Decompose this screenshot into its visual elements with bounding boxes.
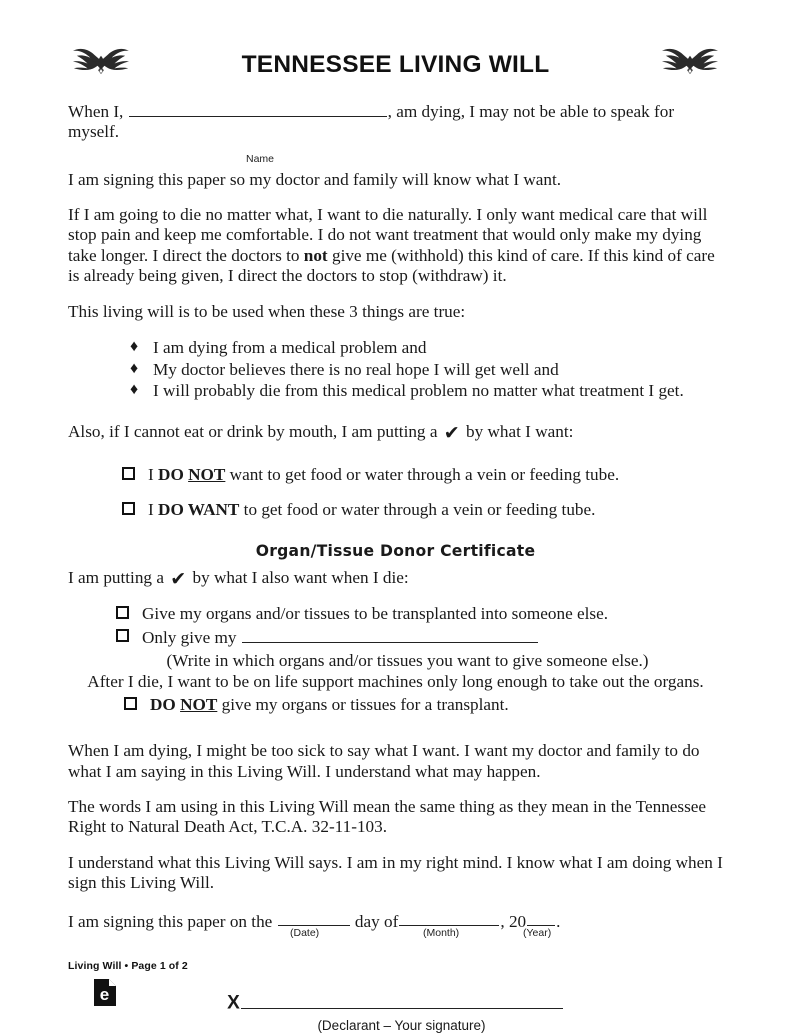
paragraph-right-mind: I understand what this Living Will says. I am in my right mind. I know what I am doing when I sign this Living Will. <box>68 852 723 893</box>
food-water-intro-before: Also, if I cannot eat or drink by mouth, I am putting a <box>68 421 442 441</box>
food-water-option-do-not[interactable] <box>122 464 723 485</box>
date-field-label: (Date) <box>290 927 320 940</box>
document-header <box>68 38 723 100</box>
paragraph-signing-reason: I am signing this paper so my doctor and family will know what I want. <box>68 169 562 189</box>
organ-donor-heading: Organ/Tissue Donor Certificate <box>255 541 536 560</box>
checkbox-do-not-donate[interactable] <box>124 697 139 712</box>
option-label <box>148 464 619 485</box>
signature-label: (Declarant – Your signature) <box>317 1017 486 1033</box>
option-bold: DO <box>150 695 181 715</box>
natural-death-emphasis: not <box>303 245 328 265</box>
month-field-label: (Month) <box>423 927 460 940</box>
organ-specify-blank-field[interactable] <box>242 626 538 643</box>
list-item <box>130 380 723 402</box>
option-bold: DO WANT <box>158 499 240 519</box>
paragraph-natural-death <box>68 205 723 287</box>
checkmark-icon: ✔ <box>170 567 187 590</box>
date-text-1: I am signing this paper on the <box>68 911 277 931</box>
name-field-label: Name <box>246 152 275 165</box>
checkbox-only-give-organs[interactable] <box>116 629 131 644</box>
organ-option-only-give[interactable] <box>116 626 723 648</box>
option-prefix: I <box>148 499 159 519</box>
organ-options <box>68 603 723 648</box>
option-bold-underline: NOT <box>180 695 218 715</box>
svg-text:e: e <box>99 985 110 1004</box>
paragraph-too-sick: When I am dying, I might be too sick to say what I want. I want my doctor and family to do what I am saying in this Living Will. I understand what may happen. <box>68 741 700 781</box>
signature-line[interactable] <box>227 991 564 1015</box>
date-text-3: , 20 <box>500 911 527 931</box>
condition-text: I will probably die from this medical problem no matter what treatment I get. <box>153 381 684 401</box>
condition-text: I am dying from a medical problem and <box>153 338 427 358</box>
option-label <box>148 499 595 520</box>
page-footer <box>68 960 188 1006</box>
date-text-2: day of <box>350 911 399 931</box>
option-prefix: I <box>148 464 159 484</box>
option-label: Give my organs and/or tissues to be transplanted into someone else. <box>142 604 609 624</box>
intro-line <box>68 100 723 143</box>
only-give-text: Only give my <box>142 628 241 648</box>
intro-after-text: , am dying, I may not be able to speak for myself. <box>68 101 675 142</box>
list-item <box>130 337 723 359</box>
option-bold-underline: NOT <box>188 464 226 484</box>
name-blank-field[interactable] <box>129 100 387 117</box>
signature-x-mark: X <box>227 992 240 1014</box>
organ-write-in-note: (Write in which organs and/or tissues you want to give someone else.) <box>166 651 649 671</box>
option-label <box>150 694 509 715</box>
date-field-labels <box>68 928 723 941</box>
natural-death-part2: give me (withhold) this kind of care. If this kind of care is already being given, I direct the doctors to stop (withdraw) it. <box>68 245 715 286</box>
footer-page-info: Living Will • Page 1 of 2 <box>68 960 188 972</box>
page-title: TENNESSEE LIVING WILL <box>241 51 550 78</box>
organ-intro-before: I am putting a <box>68 567 169 587</box>
esign-document-icon <box>94 979 116 1006</box>
intro-before-text: When I, <box>68 101 128 121</box>
checkbox-do-want-feed[interactable] <box>122 502 137 517</box>
year-blank-field[interactable] <box>527 910 555 927</box>
month-blank-field[interactable] <box>399 910 499 927</box>
organ-life-support-note: After I die, I want to be on life support machines only long enough to take out the organs. <box>87 672 704 692</box>
food-water-options <box>68 464 723 520</box>
day-blank-field[interactable] <box>278 910 350 927</box>
decorative-flourish-icon-left <box>72 46 130 80</box>
checkbox-give-organs[interactable] <box>116 606 131 621</box>
checkmark-icon: ✔ <box>443 421 460 444</box>
organ-option-do-not[interactable] <box>124 694 723 715</box>
option-bold: DO <box>158 464 189 484</box>
name-label-row <box>68 154 723 166</box>
organ-donot-row <box>68 694 723 715</box>
checkbox-do-not-feed[interactable] <box>122 467 137 482</box>
option-suffix: give my organs or tissues for a transplant. <box>217 695 509 715</box>
condition-text: My doctor believes there is no real hope I will get well and <box>153 359 559 379</box>
food-water-intro-after: by what I want: <box>461 421 574 441</box>
year-field-label: (Year) <box>523 927 552 940</box>
paragraph-words-meaning: The words I am using in this Living Will mean the same thing as they mean in the Tennessee Right to Natural Death Act, T.C.A. 32-11-103. <box>68 797 707 837</box>
list-item <box>130 359 723 381</box>
diamond-bullet-icon: ♦ <box>130 338 139 356</box>
decorative-flourish-icon-right <box>661 46 719 80</box>
natural-death-part1: If I am going to die no matter what, I want to die naturally. I only want medical care that will stop pain and keep me comfortable. I do not want treatment that would only make my dying take longer. I direct the doctors to <box>68 205 708 265</box>
option-suffix: want to get food or water through a vein or feeding tube. <box>225 464 620 484</box>
date-text-4: . <box>556 911 561 931</box>
organ-option-give-all[interactable] <box>116 603 723 624</box>
diamond-bullet-icon: ♦ <box>130 381 139 399</box>
organ-intro-after: by what I also want when I die: <box>188 567 409 587</box>
paragraph-conditions-intro: This living will is to be used when these 3 things are true: <box>68 301 466 321</box>
signature-blank-field[interactable] <box>241 991 563 1009</box>
option-label <box>142 626 539 648</box>
closing-paragraphs <box>68 741 723 893</box>
option-suffix: to get food or water through a vein or feeding tube. <box>239 499 596 519</box>
food-water-option-do-want[interactable] <box>122 499 723 520</box>
conditions-list <box>68 337 723 402</box>
food-water-intro <box>68 422 723 442</box>
diamond-bullet-icon: ♦ <box>130 359 139 377</box>
organ-intro <box>68 568 723 588</box>
